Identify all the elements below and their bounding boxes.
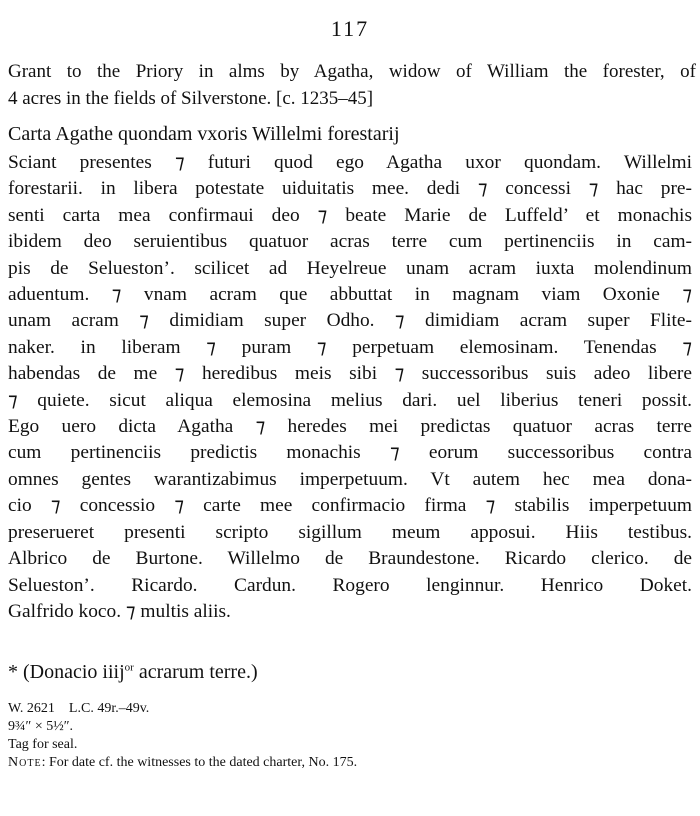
rubric-text-before: * (Donacio iiij — [8, 661, 125, 683]
charter-line: cum pertinenciis predictis monachis ⁊ eorum successoribus contra — [8, 442, 692, 464]
rubric-superscript: or — [124, 661, 134, 674]
charter-line: forestarii. in libera potestate uiduitatis mee. dedi ⁊ concessi ⁊ hac pre- — [8, 178, 692, 200]
charter-line: Albrico de Burtone. Willelmo de Braundestone. Ricardo clerico. de — [8, 548, 692, 570]
summary-line-1: Grant to the Priory in alms by Agatha, widow of William the forester, of — [8, 61, 696, 82]
charter-line: Sciant presentes ⁊ futuri quod ego Agatha uxor quondam. Willelmi — [8, 152, 692, 173]
date-note — [8, 754, 696, 772]
note-text: : For date cf. the witnesses to the dated charter, No. 175. — [41, 755, 358, 770]
charter-line: senti carta mea confirmaui deo ⁊ beate Marie de Luffeld’ et monachis — [8, 204, 692, 226]
charter-line: aduentum. ⁊ vnam acram que abbuttat in magnam viam Oxonie ⁊ — [8, 284, 692, 306]
charter-text — [8, 150, 692, 625]
charter-line: Galfrido koco. ⁊ multis aliis. — [8, 600, 231, 622]
seal-note: Tag for seal. — [8, 737, 78, 752]
charter-line: preserueret presenti scripto sigillum meum apposui. Hiis testibus. — [8, 521, 692, 543]
charter-line: ibidem deo seruientibus quatuor acras terre cum pertinenciis in cam- — [8, 231, 692, 253]
charter-line: Selueston’. Ricardo. Cardun. Rogero lenginnur. Henrico Doket. — [8, 574, 692, 596]
charter-line: naker. in liberam ⁊ puram ⁊ perpetuam elemosinam. Tenendas ⁊ — [8, 336, 692, 358]
manuscript-reference: W. 2621 L.C. 49r.–49v. — [8, 701, 150, 716]
note-label: Note — [8, 755, 42, 770]
page-number: 117 — [330, 16, 370, 41]
summary-line-2: 4 acres in the fields of Silverstone. [c. 1235–45] — [8, 88, 374, 109]
charter-line: omnes gentes warantizabimus imperpetuum. Vt autem hec mea dona- — [8, 468, 692, 490]
editorial-notes — [8, 700, 696, 772]
charter-line: cio ⁊ concessio ⁊ carte mee confirmacio firma ⁊ stabilis imperpetuum — [8, 495, 692, 517]
charter-line: habendas de me ⁊ heredibus meis sibi ⁊ successoribus suis adeo libere — [8, 363, 692, 385]
charter-line: ⁊ quiete. sicut aliqua elemosina melius dari. uel liberius teneri possit. — [8, 389, 692, 411]
charter-line: Ego uero dicta Agatha ⁊ heredes mei predictas quatuor acras terre — [8, 416, 692, 438]
charter-dimensions: 9¾″ × 5½″. — [8, 719, 74, 734]
charter-heading: Carta Agathe quondam vxoris Willelmi forestarij — [8, 123, 400, 145]
rubric-text-after: acrarum terre.) — [133, 661, 258, 683]
rubric-note — [8, 658, 696, 686]
charter-summary — [8, 58, 696, 112]
charter-line: pis de Selueston’. scilicet ad Heyelreue unam acram iuxta molendinum — [8, 257, 692, 279]
charter-line: unam acram ⁊ dimidiam super Odho. ⁊ dimidiam acram super Flite- — [8, 310, 692, 332]
